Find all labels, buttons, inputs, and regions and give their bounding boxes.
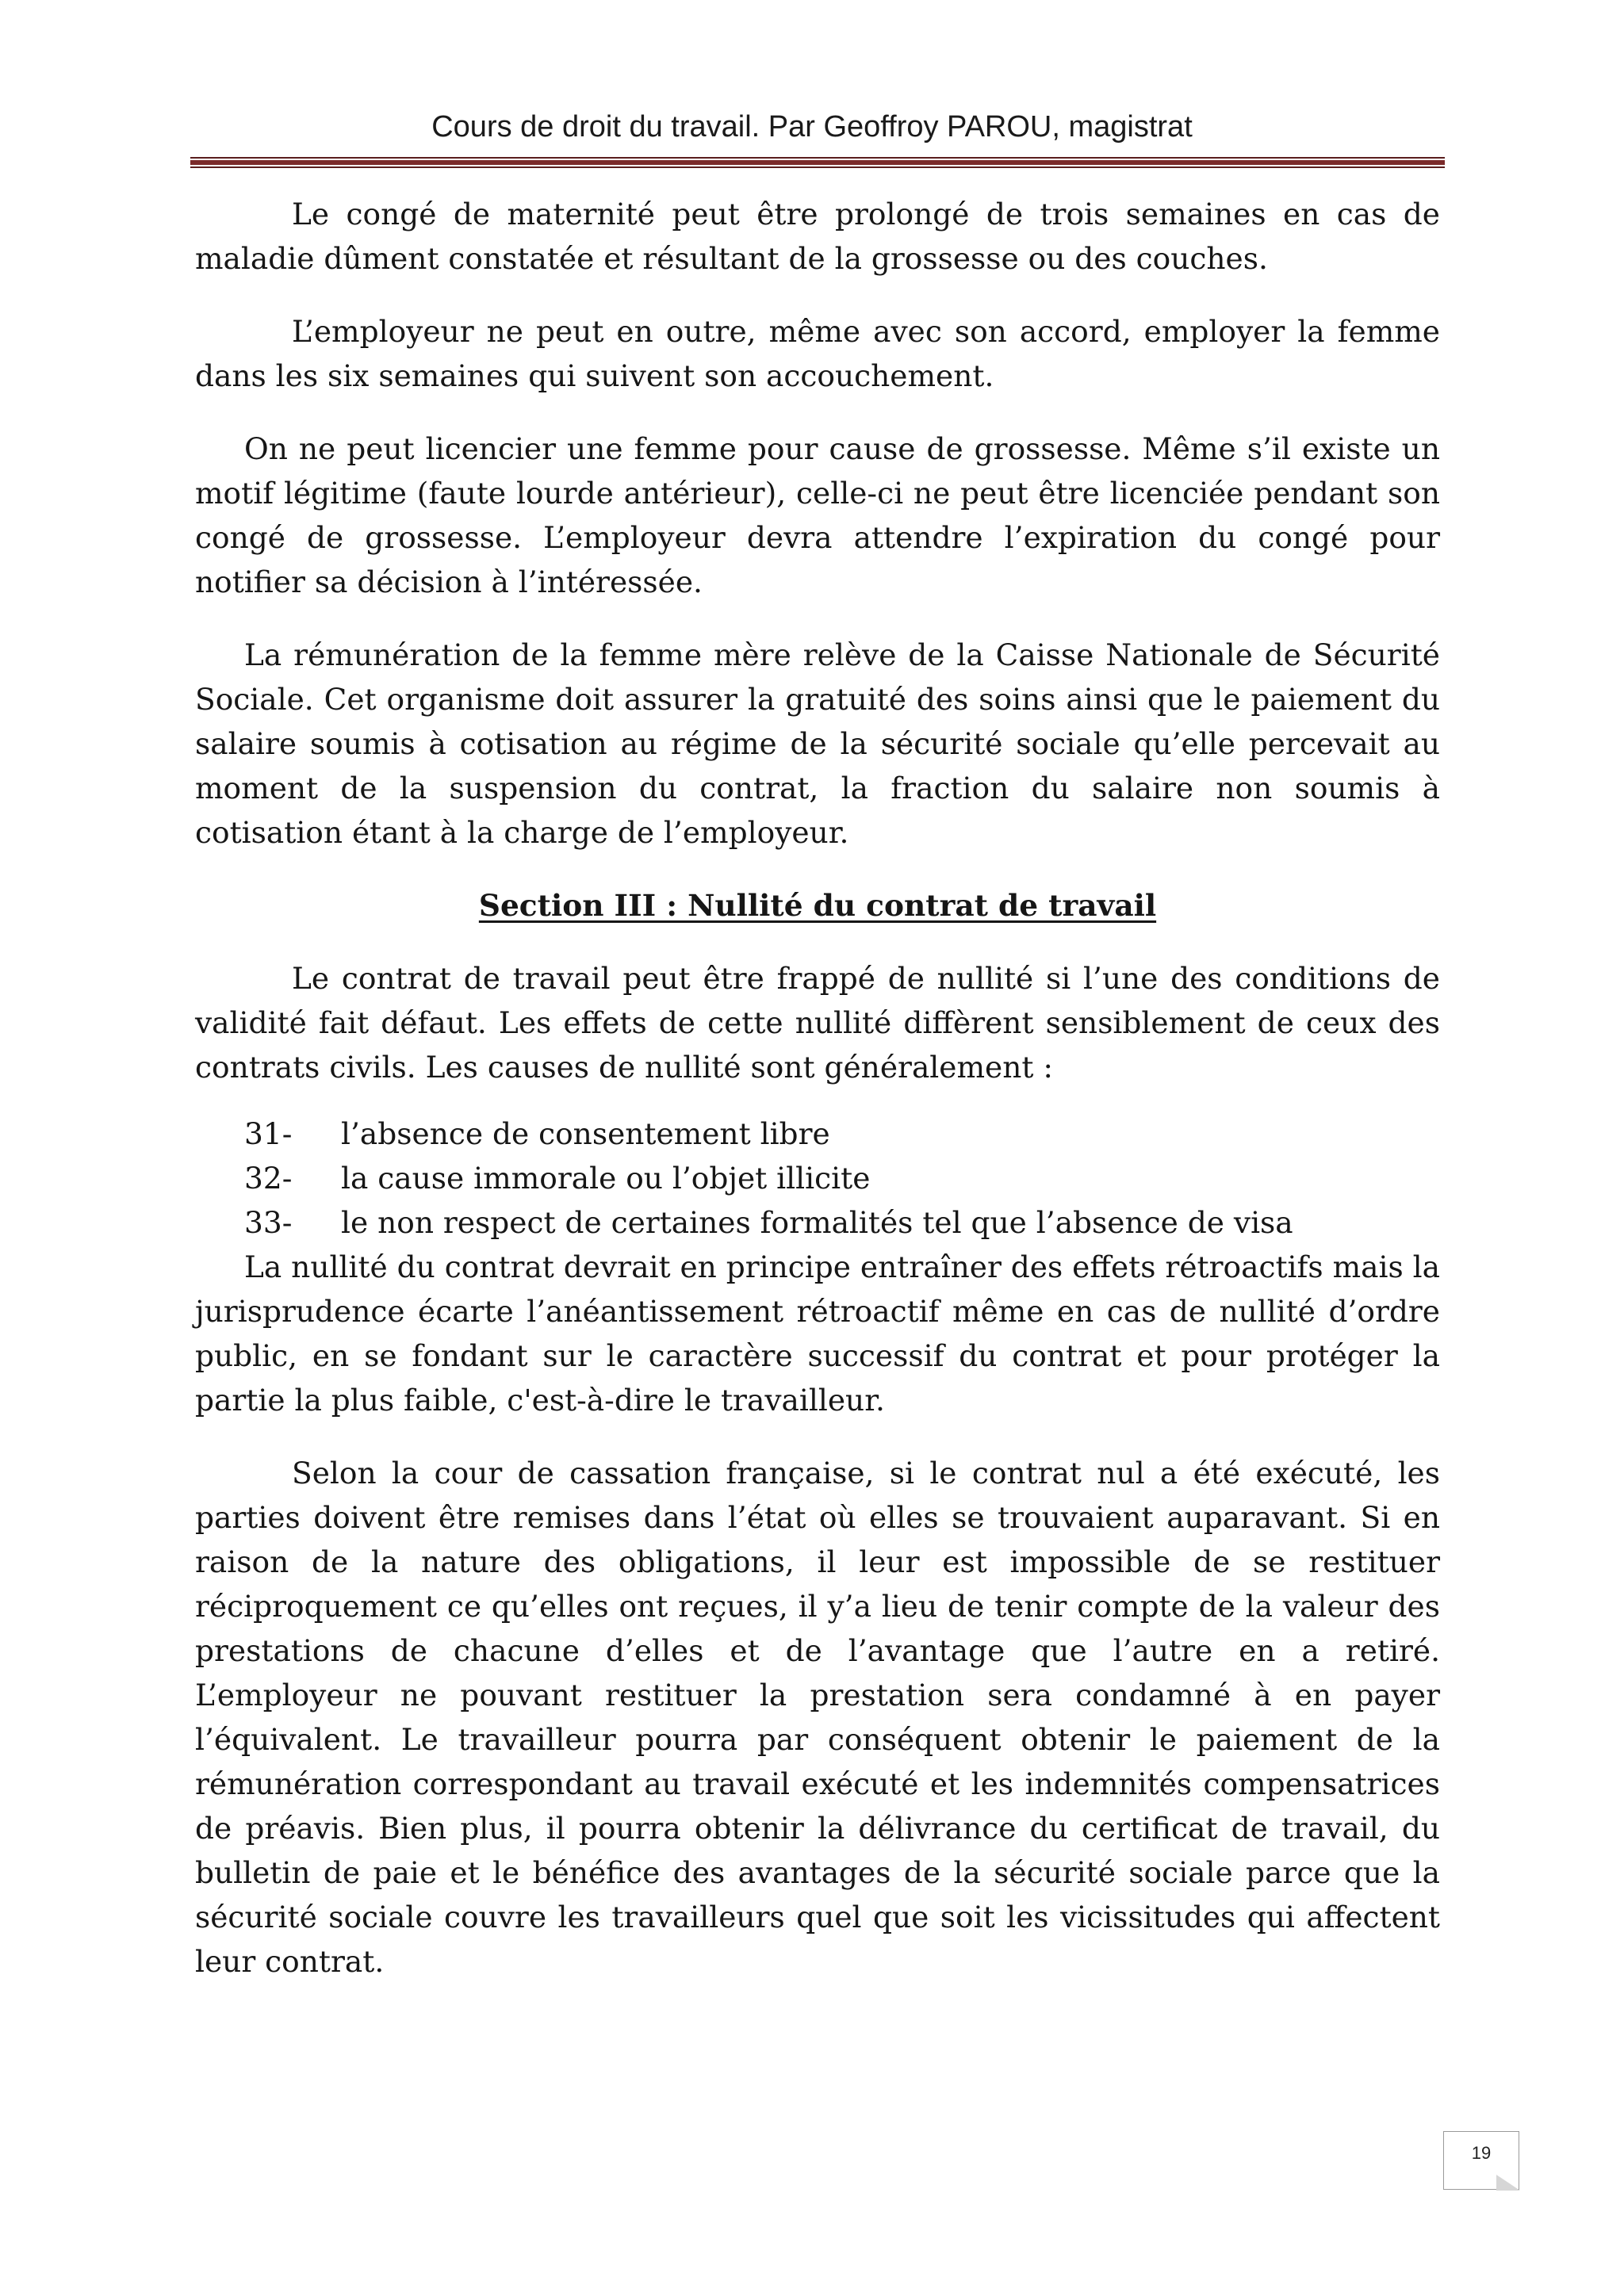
header-divider-thin-bottom [190, 166, 1445, 168]
list-item-text: le non respect de certaines formalités tel que l’absence de visa [341, 1205, 1293, 1240]
paragraph-remuneration: La rémunération de la femme mère relève de la Caisse Nationale de Sécurité Sociale. Cet organisme doit assurer la gratuité des soins ainsi que le paiement du salaire soumis à cotisation au régime de la sécurité sociale qu’elle percevait au moment de la suspension du contrat, la fraction du salaire non soumis à cotisation étant à la charge de l’employeur. [195, 637, 1440, 850]
paragraph-cassation: Selon la cour de cassation française, si le contrat nul a été exécuté, les parties doivent être remises dans l’état où elles se trouvaient auparavant. Si en raison de la nature des obligations, il leur est impossible de se restituer réciproquement ce qu’elles ont reçues, il y’a lieu de tenir compte de la valeur des prestations de chacune d’elles et de l’avantage que l’autre en a retiré. L’employeur ne pouvant restituer la prestation sera condamné à en payer l’équivalent. Le travailleur pourra par conséquent obtenir le paiement de la rémunération correspondant au travail exécuté et les indemnités compensatrices de préavis. Bien plus, il pourra obtenir la délivrance du certificat de travail, du bulletin de paie et le bénéfice des avantages de la sécurité sociale parce que la sécurité sociale couvre les travailleurs quel que soit les vicissitudes qui affectent leur contrat. [195, 1456, 1440, 1979]
list-item [195, 1112, 1440, 1156]
page-number [1443, 2131, 1519, 2190]
page-header-title: Cours de droit du travail. Par Geoffroy PAROU, magistrat [431, 110, 1193, 144]
paragraph-employment-ban: L’employeur ne peut en outre, même avec son accord, employer la femme dans les six semaines qui suivent son accouchement. [195, 314, 1440, 393]
paragraph-nullity-effects: La nullité du contrat devrait en principe entraîner des effets rétroactifs mais la jurisprudence écarte l’anéantissement rétroactif même en cas de nullité d’ordre public, en se fondant sur le caractère successif du contrat et pour protéger la partie la plus faible, c'est-à-dire le travailleur. [195, 1249, 1440, 1418]
page-number-text: 19 [1471, 2143, 1492, 2163]
header-divider [190, 157, 1445, 168]
paragraph-nullity-intro: Le contrat de travail peut être frappé de nullité si l’une des conditions de validité fait défaut. Les effets de cette nullité diffèrent sensiblement de ceux des contrats civils. Les causes de nullité sont généralement : [195, 961, 1440, 1085]
section-heading: Section III : Nullité du contrat de travail [478, 888, 1157, 923]
header-divider-thick [190, 160, 1445, 165]
paragraph-dismissal-protection: On ne peut licencier une femme pour cause de grossesse. Même s’il existe un motif légitime (faute lourde antérieur), celle-ci ne peut être licenciée pendant son congé de grossesse. L’employeur devra attendre l’expiration du congé pour notifier sa décision à l’intéressée. [195, 431, 1440, 599]
list-item-number: 33- [244, 1205, 293, 1240]
page-curl-icon [1496, 2175, 1520, 2191]
list-item-number: 32- [244, 1161, 293, 1196]
nullity-causes-list [195, 1112, 1440, 1245]
list-item-text: l’absence de consentement libre [341, 1116, 830, 1151]
list-item-text: la cause immorale ou l’objet illicite [341, 1161, 871, 1196]
document-body [195, 192, 1440, 2012]
paragraph-maternity-extension: Le congé de maternité peut être prolongé de trois semaines en cas de maladie dûment constatée et résultant de la grossesse ou des couches. [195, 197, 1440, 276]
list-item-number: 31- [244, 1116, 293, 1151]
header-divider-thin-top [190, 157, 1445, 159]
list-item [195, 1156, 1440, 1200]
list-item [195, 1200, 1440, 1245]
